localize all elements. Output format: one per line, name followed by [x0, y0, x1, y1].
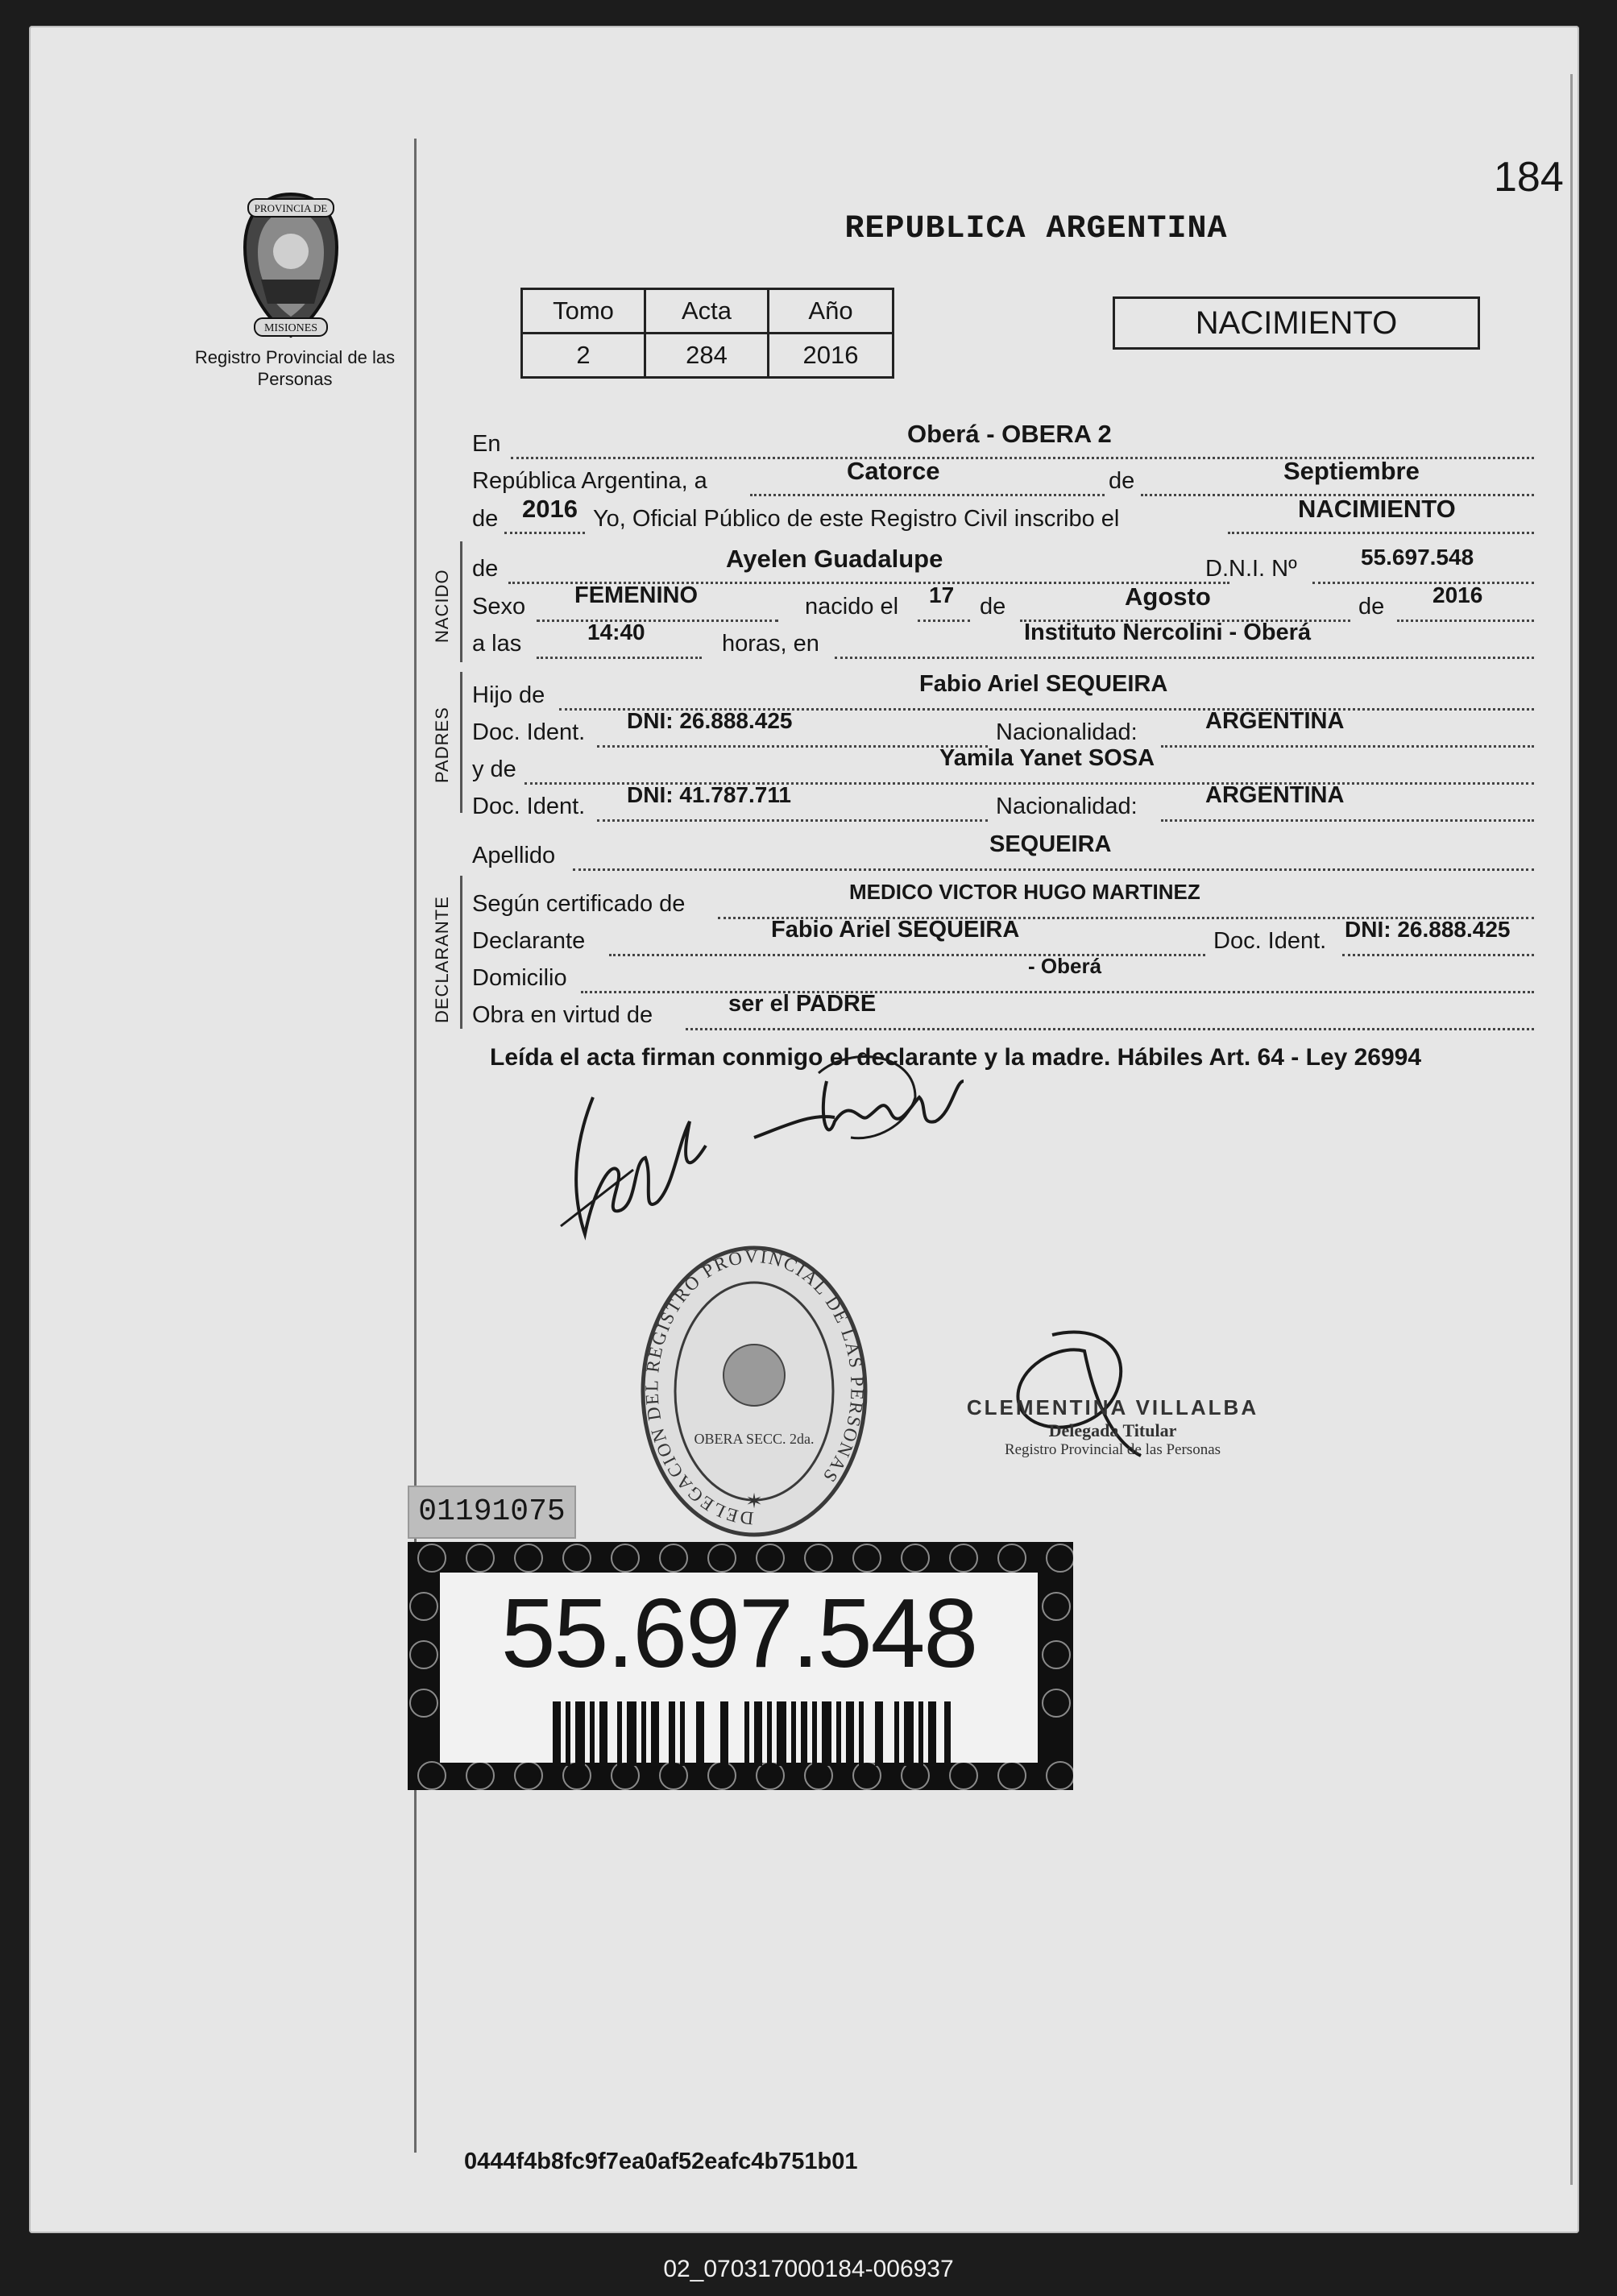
dni-security-label — [408, 1542, 1073, 1790]
nacido-sex-line: Sexo FEMENINO nacido el 17 de Agosto de 2016 — [472, 587, 1536, 620]
declarant-signature — [545, 1073, 730, 1250]
official-organization: Registro Provincial de las Personas — [1004, 1441, 1221, 1458]
act-day-value: Catorce — [847, 457, 940, 485]
birth-place: Instituto Nercolini - Oberá — [1024, 620, 1312, 645]
registry-table — [520, 288, 894, 379]
svg-text:DELEGACION DEL REGISTRO PROVIN: DELEGACION DEL REGISTRO PROVINCIAL DE LAS PERSONAS — [641, 1245, 868, 1529]
declarant-name: Fabio Ariel SEQUEIRA — [771, 917, 1020, 943]
birth-time: 14:40 — [587, 620, 645, 644]
document-title: REPUBLICA ARGENTINA — [844, 211, 1228, 247]
registry-header-acta: Acta — [645, 289, 769, 334]
child-name: Ayelen Guadalupe — [726, 545, 943, 573]
father-doc-line: Doc. Ident. DNI: 26.888.425 Nacionalidad: ARGENTINA — [472, 713, 1536, 745]
serial-number: 01191075 — [408, 1486, 576, 1539]
label-de-year: de — [472, 506, 499, 532]
document-sheet — [29, 26, 1579, 2233]
mother-line: y de Yamila Yanet SOSA — [472, 750, 1536, 782]
official-name: CLEMENTINA VILLALBA — [966, 1395, 1259, 1419]
svg-text:✶: ✶ — [745, 1489, 763, 1513]
official-title: Delegada Titular — [1048, 1420, 1177, 1440]
mother-signature — [738, 1049, 980, 1170]
svg-text:OBERA SECC. 2da.: OBERA SECC. 2da. — [694, 1431, 815, 1447]
mother-nationality: ARGENTINA — [1205, 782, 1345, 808]
registry-value-tomo: 2 — [522, 334, 645, 378]
svg-text:PROVINCIA DE: PROVINCIA DE — [254, 202, 328, 214]
scan-footer-id: 02_070317000184-006937 — [663, 2256, 954, 2282]
act-line-year — [472, 495, 1536, 532]
mother-doc: DNI: 41.787.711 — [627, 782, 791, 807]
label-oficial: Yo, Oficial Público de este Registro Civil inscribo el — [593, 506, 1120, 532]
declarant-address: - Oberá — [1028, 954, 1102, 978]
nacido-time-line: a las 14:40 horas, en Instituto Nercolini - Oberá — [472, 624, 1536, 657]
logo-caption: Registro Provincial de las Personas — [194, 347, 396, 389]
dni-label-panel — [440, 1573, 1038, 1763]
act-month-value: Septiembre — [1283, 457, 1420, 485]
section-label-nacido: NACIDO — [432, 569, 452, 643]
declarant-doc: DNI: 26.888.425 — [1345, 917, 1511, 942]
act-line-place — [472, 420, 1536, 457]
page-number: 184 — [1494, 154, 1564, 201]
closing-statement: Leída el acta firman conmigo el declarante y la madre. Hábiles Art. 64 - Ley 26994 — [490, 1044, 1422, 1071]
mother-doc-line: Doc. Ident. DNI: 41.787.711 Nacionalidad: ARGENTINA — [472, 787, 1536, 819]
act-type-value: NACIMIENTO — [1298, 495, 1456, 523]
barcode-icon — [553, 1701, 956, 1766]
document-hash: 0444f4b8fc9f7ea0af52eafc4b751b01 — [464, 2149, 858, 2174]
birth-day: 17 — [929, 582, 955, 607]
label-en: En — [472, 431, 501, 457]
mother-name: Yamila Yanet SOSA — [939, 745, 1155, 771]
registry-value-acta: 284 — [645, 334, 769, 378]
act-line-date — [472, 457, 1536, 494]
father-doc: DNI: 26.888.425 — [627, 708, 793, 733]
right-margin-line — [1570, 74, 1573, 2185]
registry-header-tomo: Tomo — [522, 289, 645, 334]
section-label-padres: PADRES — [432, 707, 452, 783]
father-nationality: ARGENTINA — [1205, 708, 1345, 734]
father-line: Hijo de Fabio Ariel SEQUEIRA — [472, 676, 1536, 708]
registry-seal-icon — [637, 1242, 871, 1540]
child-sex: FEMENINO — [574, 582, 699, 608]
father-name: Fabio Ariel SEQUEIRA — [919, 671, 1168, 697]
surname: SEQUEIRA — [989, 831, 1112, 857]
record-type-box: NACIMIENTO — [1113, 296, 1480, 350]
provincial-coat-of-arms-icon — [230, 191, 351, 340]
dni-number-display: 55.697.548 — [500, 1578, 977, 1688]
official-stamp — [960, 1395, 1266, 1459]
section-label-declarante: DECLARANTE — [432, 896, 452, 1023]
reason-line: Obra en virtud de ser el PADRE — [472, 996, 1536, 1028]
child-dni: 55.697.548 — [1361, 545, 1474, 570]
registry-header-ano: Año — [769, 289, 893, 334]
registry-value-ano: 2016 — [769, 334, 893, 378]
birth-month: Agosto — [1125, 582, 1211, 611]
declarant-reason: ser el PADRE — [728, 991, 877, 1017]
certificate-line: Según certificado de MEDICO VICTOR HUGO MARTINEZ — [472, 885, 1536, 917]
declarant-line: Declarante Fabio Ariel SEQUEIRA Doc. Ident. DNI: 26.888.425 — [472, 922, 1536, 954]
label-republica: República Argentina, a — [472, 468, 707, 494]
surname-line: Apellido SEQUEIRA — [472, 836, 1536, 868]
act-year-value: 2016 — [522, 495, 578, 523]
address-line: Domicilio - Oberá — [472, 959, 1536, 991]
certificate-issuer: MEDICO VICTOR HUGO MARTINEZ — [849, 880, 1200, 904]
left-margin-line — [414, 139, 417, 2153]
act-place-value: Oberá - OBERA 2 — [907, 420, 1112, 448]
label-de: de — [1109, 468, 1135, 494]
svg-text:MISIONES: MISIONES — [263, 322, 318, 334]
nacido-name-line: de Ayelen Guadalupe D.N.I. Nº 55.697.548 — [472, 549, 1536, 582]
birth-year: 2016 — [1432, 582, 1483, 607]
